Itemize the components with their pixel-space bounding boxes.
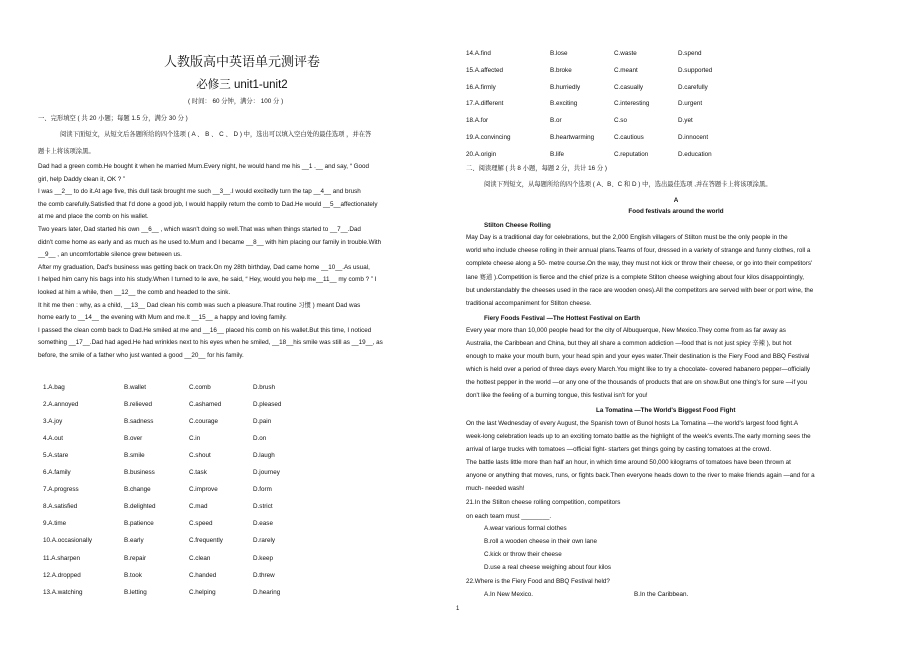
option-row bbox=[466, 117, 866, 126]
option-choice: C.so bbox=[614, 117, 627, 125]
text-line: It hit me then : why, as a child, __13__ Dad clean his comb was such a pleasure.That routine 习惯 ) meant Dad was bbox=[38, 301, 361, 309]
option-choice: 12.A.dropped bbox=[43, 571, 81, 579]
option-choice: B.life bbox=[550, 150, 564, 158]
question-22-option-b: B.In the Caribbean. bbox=[634, 591, 689, 598]
option-choice: B.took bbox=[124, 571, 142, 579]
exam-subtitle: 必修三 unit1-unit2 bbox=[196, 79, 288, 91]
option-choice: D.form bbox=[253, 486, 272, 494]
option-choice: C.shout bbox=[189, 452, 211, 460]
option-choice: 18.A.for bbox=[466, 117, 489, 125]
option-choice: D.journey bbox=[253, 469, 280, 477]
option-choice: 11.A.sharpen bbox=[43, 554, 80, 562]
option-choice: B.letting bbox=[124, 588, 147, 596]
option-choice: D.strict bbox=[253, 503, 273, 511]
option-choice: B.hurriedly bbox=[550, 83, 581, 91]
option-choice: D.laugh bbox=[253, 452, 275, 460]
option-choice: C.waste bbox=[614, 50, 637, 57]
option-row bbox=[466, 100, 866, 109]
option-row bbox=[466, 67, 866, 76]
option-choice: D.supported bbox=[678, 66, 713, 74]
section2-instruction: 阅读下列短文，从每题所给的四个选项 ( A、B、C 和 D ) 中，选出最佳选项 ,并在答题卡上将该项涂黑。 bbox=[484, 181, 772, 188]
option-choice: C.courage bbox=[189, 418, 219, 426]
exam-title: 人教版高中英语单元测评卷 bbox=[163, 54, 320, 69]
option-row bbox=[38, 469, 438, 478]
section1-heading: 一、完形填空 ( 共 20 小题；每题 1.5 分，满分 30 分 ) bbox=[38, 115, 188, 122]
option-row bbox=[38, 555, 438, 564]
subheading-tomatina: La Tomatina —The World's Biggest Food Fight bbox=[596, 407, 736, 414]
question-21-cont: on each team must ________. bbox=[466, 513, 552, 520]
option-choice: 4.A.out bbox=[43, 435, 63, 443]
option-choice: 9.A.time bbox=[43, 520, 67, 528]
option-choice: C.frequently bbox=[189, 537, 223, 545]
option-row bbox=[38, 418, 438, 427]
option-choice: 14.A.find bbox=[466, 50, 491, 57]
option-choice: C.comb bbox=[189, 384, 211, 391]
option-choice: 7.A.progress bbox=[43, 486, 79, 494]
text-line: the comb carefully.Satisfied that I'd done a good job, I would happily return the comb to Dad.He would __5__affectionately bbox=[38, 200, 378, 208]
option-choice: 15.A.affected bbox=[466, 66, 503, 74]
option-choice: 6.A.family bbox=[43, 469, 71, 477]
text-line: arrival of large trucks with tomatoes —official fight- starters get things going by casting tomatoes at the crowd. bbox=[466, 446, 772, 453]
option-choice: B.change bbox=[124, 486, 151, 494]
option-row bbox=[38, 384, 438, 393]
subheading-stilton: Stilton Cheese Rolling bbox=[484, 222, 551, 229]
text-line: at me and place the comb on his wallet. bbox=[38, 213, 149, 221]
option-choice: C.speed bbox=[189, 520, 213, 528]
text-line: enough to make your mouth burn, your head spin and your eyes water.Their destination is the Fiery Food and BBQ Festival bbox=[466, 353, 810, 360]
exam-meta: ( 时间： 60 分钟，满分： 100 分 ) bbox=[188, 98, 284, 105]
option-choice: C.improve bbox=[189, 486, 218, 494]
option-choice: C.interesting bbox=[614, 100, 650, 108]
option-choice: B.business bbox=[124, 469, 155, 477]
section1-instruction: 阅读下面短文，从短文后各题所给的四个选项 ( A 、 B 、 C 、 D ) 中，选出可以填入空白处的最佳选项 ，并在答 bbox=[60, 131, 372, 138]
option-row bbox=[38, 401, 438, 410]
text-line: don't like the feeling of a burning tongue, this festival isn't for you! bbox=[466, 392, 648, 399]
option-choice: 20.A.origin bbox=[466, 150, 497, 158]
option-choice: B.broke bbox=[550, 66, 572, 74]
option-choice: 17.A.different bbox=[466, 100, 504, 108]
option-choice: B.relieved bbox=[124, 401, 153, 409]
text-line: Australia, the Caribbean and China, but they all share a common addiction —food that is not just spicy 辛辣 ), but hot bbox=[466, 340, 792, 347]
passage-label: A bbox=[673, 197, 679, 204]
option-choice: D.pleased bbox=[253, 401, 282, 409]
text-line: Two years later, Dad started his own __6__ , which wasn't doing so well.That was when things started to __7__.Dad bbox=[38, 226, 361, 233]
option-row bbox=[38, 520, 438, 529]
text-line: before, the smile of a father who just wanted a good __20__ for his family. bbox=[38, 352, 244, 359]
option-choice: D.education bbox=[678, 150, 712, 158]
text-line: On the last Wednesday of every August, the Spanish town of Bunol hosts La Tomatina —the world's largest food fight.A bbox=[466, 420, 799, 427]
option-row bbox=[38, 452, 438, 461]
option-choice: B.smile bbox=[124, 452, 145, 460]
section1-instruction-cont: 题卡上将该项涂黑。 bbox=[38, 148, 95, 155]
text-line: The battle lasts little more than half an hour, in which time around 50,000 kilograms of tomatoes have been thrown at bbox=[466, 459, 791, 466]
text-line: week-long celebration leads up to an exciting tomato battle as the highlight of the week's events.The early morning sees the bbox=[466, 433, 811, 440]
text-line: looked at him a while, then __12__ the comb and headed to the sink. bbox=[38, 289, 231, 296]
text-line: I passed the clean comb back to Dad.He smiled at me and __16__ placed his comb on his wallet.But this time, I noticed bbox=[38, 326, 372, 334]
text-line: traditional accompaniment for Stilton cheese. bbox=[466, 300, 592, 307]
text-line: B.roll a wooden cheese in their own lane bbox=[484, 538, 598, 545]
option-choice: D.threw bbox=[253, 571, 275, 579]
text-line: I was __2__ to do it.At age five, this dull task brought me such __3__.I would excitedly turn the tap __4__ and brush bbox=[38, 188, 361, 196]
option-choice: D.innocent bbox=[678, 134, 709, 141]
question-22-option-a: A.In New Mexico. bbox=[484, 591, 533, 598]
option-choice: D.urgent bbox=[678, 100, 703, 108]
text-line: C.kick or throw their cheese bbox=[484, 551, 562, 558]
option-row bbox=[38, 537, 438, 546]
text-line: anyone or anything that moves, runs, or fights back.Then everyone heads down to the river to make friends again —and for a bbox=[466, 472, 815, 479]
option-choice: D.brush bbox=[253, 384, 276, 391]
option-choice: B.wallet bbox=[124, 384, 147, 391]
option-choice: B.patience bbox=[124, 520, 154, 528]
text-line: which is held over a period of three days every March.You might like to try a chocolate- covered habanero pepper—officially bbox=[466, 366, 811, 373]
option-choice: C.in bbox=[189, 435, 201, 443]
text-line: home early to __14__ the evening with Mum and me.It __15__ a happy and loving family. bbox=[38, 314, 287, 322]
option-row bbox=[466, 151, 866, 160]
text-line: A.wear various formal clothes bbox=[484, 525, 567, 532]
subheading-fiery: Fiery Foods Festival —The Hottest Festival on Earth bbox=[484, 315, 641, 322]
option-row bbox=[38, 572, 438, 581]
text-line: didn't come home as early and as much as he used to.Mum and I became __8__ with him placing our family in trouble.With bbox=[38, 238, 382, 246]
text-line: lane 赛道 ).Competition is fierce and the chief prize is a complete Stilton cheese weighing about four kilos disappointingly, bbox=[466, 273, 804, 281]
option-choice: 8.A.satisfied bbox=[43, 503, 78, 511]
text-line: May Day is a traditional day for celebrations, but the 2,000 English villagers of Stilton must be the only people in the bbox=[466, 234, 788, 241]
option-choice: B.exciting bbox=[550, 100, 578, 108]
text-line: Every year more than 10,000 people head for the city of Albuquerque, New Mexico.They come from as far away as bbox=[466, 327, 786, 334]
text-line: Dad had a green comb.He bought it when he married Mum.Every night, he would hand me his __1 .__ and say, “ Good bbox=[38, 163, 370, 170]
option-choice: 10.A.occasionally bbox=[43, 537, 93, 545]
option-choice: 3.A.joy bbox=[43, 418, 63, 426]
option-row bbox=[466, 84, 866, 93]
passage-title: Food festivals around the world bbox=[628, 208, 724, 215]
page-number: 1 bbox=[456, 606, 460, 612]
option-row bbox=[38, 435, 438, 444]
text-line: complete cheese along a 50- metre course.On the way, they must not kick or throw their cheese, or go into their competitors' bbox=[466, 260, 813, 268]
option-row bbox=[466, 134, 866, 143]
text-line: I helped him carry his bags into his study.When I turned to le ave, he said, “ Hey, would you help me__11__ my comb ? ” I bbox=[38, 276, 377, 284]
text-line: __9__ , an uncomfortable silence grew between us. bbox=[38, 251, 182, 259]
option-row bbox=[38, 589, 438, 598]
option-choice: C.meant bbox=[614, 66, 638, 74]
option-choice: B.repair bbox=[124, 554, 147, 562]
option-choice: C.reputation bbox=[614, 150, 649, 158]
option-row bbox=[466, 50, 866, 59]
option-choice: B.early bbox=[124, 537, 144, 545]
option-choice: C.clean bbox=[189, 554, 211, 562]
option-choice: C.casually bbox=[614, 83, 644, 91]
option-choice: B.lose bbox=[550, 50, 568, 57]
text-line: much- needed wash! bbox=[466, 485, 525, 492]
text-line: the hottest pepper in the world —or any one of the thousands of products that are on show.But one thing's for sure —if you bbox=[466, 379, 808, 386]
section2-heading: 二、阅读理解 ( 共 8 小题，每题 2 分，共计 16 分 ) bbox=[466, 165, 607, 172]
option-choice: 19.A.convincing bbox=[466, 134, 511, 141]
option-choice: C.mad bbox=[189, 503, 208, 511]
text-line: D.use a real cheese weighing about four kilos bbox=[484, 564, 612, 571]
question-22: 22.Where is the Fiery Food and BBQ Festival held? bbox=[466, 578, 610, 585]
option-choice: D.yet bbox=[678, 117, 693, 125]
option-choice: 16.A.firmly bbox=[466, 83, 496, 91]
option-choice: B.over bbox=[124, 435, 143, 443]
option-choice: D.on bbox=[253, 435, 267, 443]
text-line: girl, help Daddy clean it, OK ? ” bbox=[38, 175, 126, 183]
option-choice: 5.A.stare bbox=[43, 452, 69, 460]
option-choice: B.or bbox=[550, 117, 562, 125]
option-choice: C.ashamed bbox=[189, 401, 222, 409]
option-choice: C.task bbox=[189, 469, 207, 477]
option-choice: 2.A.annoyed bbox=[43, 401, 79, 409]
option-choice: D.ease bbox=[253, 520, 273, 528]
text-line: but understandably the cheeses used in the race are wooden ones).All the competitors are served with beer or port wine, the bbox=[466, 286, 814, 294]
option-choice: C.helping bbox=[189, 588, 216, 596]
option-row bbox=[38, 503, 438, 512]
option-choice: B.delighted bbox=[124, 503, 156, 511]
option-choice: 1.A.bag bbox=[43, 384, 65, 391]
option-choice: C.cautious bbox=[614, 134, 644, 141]
option-choice: B.heartwarming bbox=[550, 134, 595, 141]
option-choice: D.carefully bbox=[678, 83, 708, 91]
option-choice: 13.A.watching bbox=[43, 588, 83, 596]
text-line: something __17__.Dad had aged.He had wrinkles next to his eyes when he smiled, __18__his smile was still as __19__, as bbox=[38, 339, 383, 347]
option-choice: D.hearing bbox=[253, 588, 281, 596]
option-choice: D.keep bbox=[253, 554, 273, 562]
text-line: world who include cheese rolling in their annual plans.Teams of four, dressed in a variety of strange and funny clothes, roll a bbox=[466, 247, 811, 255]
text-line: After my graduation, Dad's business was getting back on track.On my 28th birthday, Dad came home __10__.As usual, bbox=[38, 263, 370, 271]
option-choice: B.sadness bbox=[124, 418, 154, 426]
option-choice: D.spend bbox=[678, 50, 702, 57]
option-choice: C.handed bbox=[189, 571, 217, 579]
option-choice: D.pain bbox=[253, 418, 272, 426]
option-row bbox=[38, 486, 438, 495]
question-21: 21.In the Stilton cheese rolling competition, competitors bbox=[466, 499, 621, 506]
option-choice: D.rarely bbox=[253, 537, 276, 545]
